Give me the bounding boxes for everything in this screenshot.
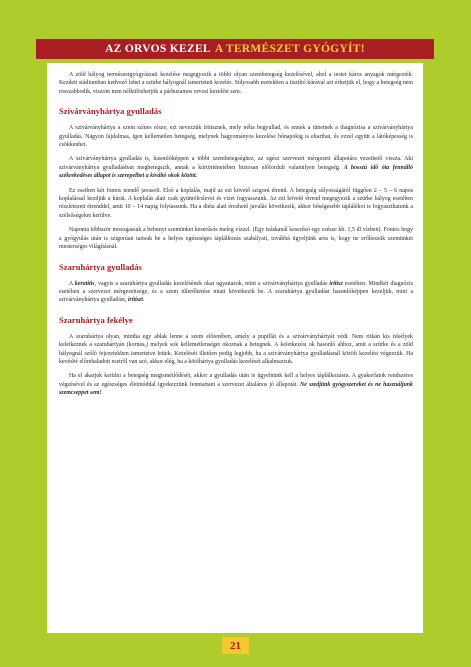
keratitis-p1-a: A: [69, 280, 73, 287]
keratitis-paragraph-1: [59, 280, 413, 305]
ulcer-paragraph-2: [59, 372, 413, 397]
keratitis-p1-c: , vagyis a szaruhártya gyulladás kezelésének okai ugyanazok, mint a szivárványhártya gyulladás: [94, 280, 328, 287]
iritis-p2-text: A szivárványhártya gyulladás is, hasonlóképpen a többi szembetegséghez, az egész szervezet mérgezett állapotára vezethető vissza. Aki szivárványhártya gyulladásban megbetegszik, annak a kórtörténetében biztosan előfordult valamilyen betegség.: [59, 156, 413, 171]
iritis-p2-emphasis: A hosszú idő óta fennálló székrekedéses állapot is szerepelhet a kiváltó okok között.: [59, 164, 413, 180]
keratitis-p1-e: esetében. Mindkét diagnózis esetében a szervezet mérgezettsége, és a szem túlerőltetése miatt következik be. A szaruhártya gyulladást hasonlóképpen kezeljük, mint a szivárványhártya gyulladást,: [59, 280, 413, 304]
iritis-paragraph-1: A szivárványhártya a szem színes része, ezt nevezzük íritisznek, mely néha begyullad, és ennek a tünetnek a diagnózisa a szivárványhártya gyulladás. Nagyon fájdalmas, igen kellemetlen betegség, melynek hagyományos kezelése hónapokig is eltarthat, és ezzel együtt a látóképesség is csökkenhet.: [59, 125, 413, 149]
section-heading-corneal-ulcer: Szaruhártya fekélye: [59, 314, 133, 325]
ulcer-p2-text: Ha el akarjuk kerülni a betegség megismétlődését, akkor a gyulladás után is ügyelnünk kell a helyes táplálkozásra. A gyakorlatok rendszeres végzésével és az egészséges életmóddal igyekezzünk fenntartani a szervezet általános jó állapotát.: [59, 373, 413, 388]
section-heading-keratitis: Szaruhártya gyulladás: [59, 261, 142, 272]
page-number: 21: [222, 637, 249, 654]
ulcer-paragraph-1: A szaruhártya olyan, mintha egy ablak lenne a szem előterében, amely a pupillát és a szivárványhártyát védi. Nem ritkán kis fekélyek keletkeznek a szaruhártyán (kornea,) melyek sok kellemetlenséget okoznak a betegnek. A keletkezési ok hasonló ahhoz, amit a szürke és a zöld hályognál szóló fejezetekben ismertetve lettek. Kezelését illetően pedig legjobb, ha a szivárványhártya gyulladásnál közölt kezelést végezzük. Ha kevésbé előrehaladott esetről van szó, akkor elég, ha a kötőhártya gyulladás kezelését alkalmazzuk.: [59, 333, 413, 365]
iritis-paragraph-4: Naponta többször mosogassuk a behunyt szemünket keserűsós meleg vízzel. (Egy teáskanál keserűsó egy csésze kb. 1,5 dl vízben). Fontos hogy a gyógyulás után is szigorúan tartsuk be a helyes egészséges táplálkozás szabályait, továbbá ügyeljünk arra is, hogy ne erőltessük szemünket mesterséges világításnál.: [59, 227, 413, 251]
header-title-part1: AZ ORVOS KEZEL: [105, 43, 211, 55]
header-title-part2: A TERMÉSZET GYÓGYÍT!: [214, 43, 365, 55]
section-heading-iritis: Szivárványhártya gyulladás: [59, 106, 162, 117]
keratitis-p1-g: .: [142, 297, 145, 304]
iritis-paragraph-2: [59, 155, 413, 180]
ulcer-p2-emphasis: Ne szedjünk gyógyszereket és ne használjunk szemcseppet sem!: [59, 381, 413, 397]
iritis-paragraph-3: Ez esetben két fontos teendő javasolt. Első a koplalás, majd az ezt követő szigorú étrend. A betegség súlyosságától függően 2 – 5 – 6 napos koplalással kezdjük a kúrát. A koplalás alatt csak gyümölcslevet és vizet fogyasszunk. Az ezt követő étrend megegyezik a szürke hályog esetében részletezett étrenddel, amit 10 – 14 napig folytassunk. Ha a diéta alatt érezhető javulás következik, akkor bőségesebb táplálékot is fogyaszthatunk a szélsőségeket kerülve.: [59, 187, 413, 219]
iritisz-term: iritisz: [329, 280, 343, 287]
iritiszt-term: iritiszt: [127, 297, 143, 304]
page-content: [47, 63, 423, 633]
page-header: [36, 39, 434, 59]
keratitis-term: keratitis: [74, 280, 95, 287]
intro-paragraph: A zöld hályog természetgyógyászati kezelése megegyezik a többi olyan szembetegség kezelésével, ahol a testet káros anyagok mérgezték. Kezdeti stádiumban kedvező lehet a szürke hályognál ismertetett kezelés. Súlyosabb esetekben a tisztító kúrával azt érhetjük el, hogy a betegség nem rosszabbodik, viszont nem nélkülözhetjük a párhuzamos orvosi kezelést sem.: [59, 72, 413, 95]
